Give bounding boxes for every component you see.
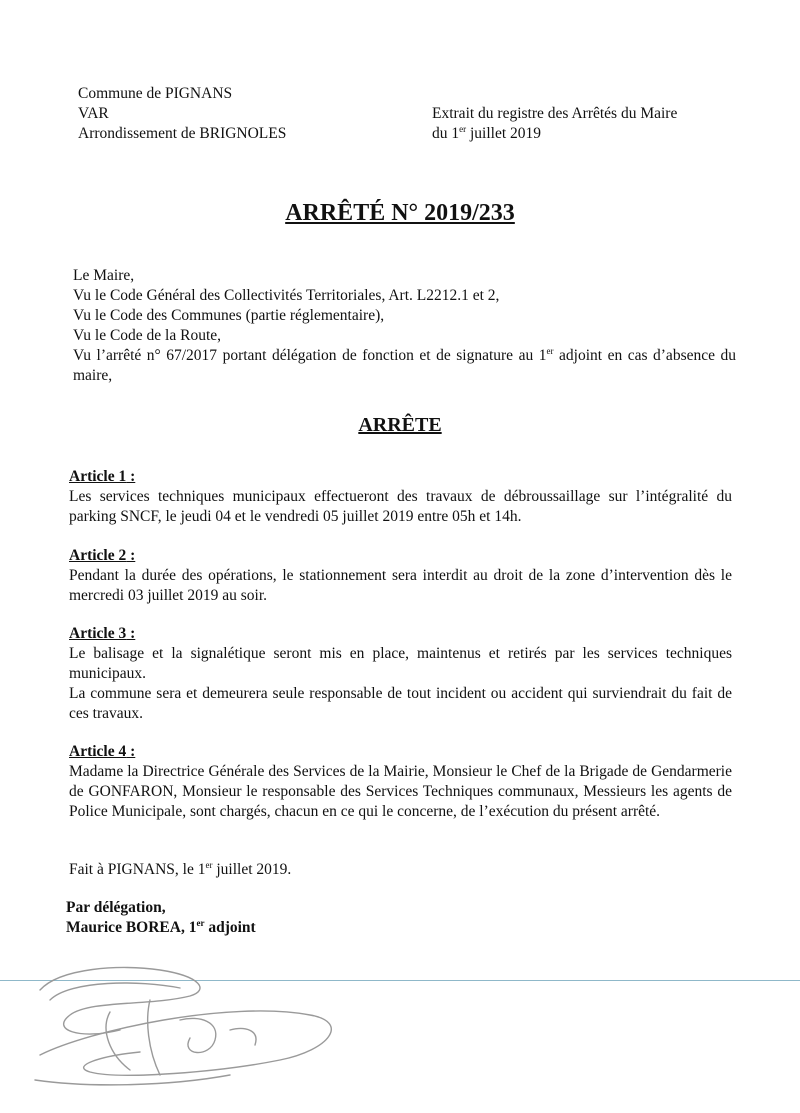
register-title: Extrait du registre des Arrêtés du Maire (432, 105, 678, 122)
decree-title: ARRÊTÉ N° 2019/233 (285, 200, 515, 226)
article-2 (69, 546, 732, 606)
handwritten-signature (30, 960, 360, 1100)
commune-name: Commune de PIGNANS (78, 85, 233, 102)
signatory-name: Maurice BOREA, 1er adjoint (66, 917, 256, 936)
preamble-line: Vu le Code Général des Collectivités Territoriales, Art. L2212.1 et 2, (73, 287, 500, 304)
article-4 (69, 742, 732, 822)
article-3 (69, 624, 732, 724)
preamble-line: Vu l’arrêté n° 67/2017 portant délégation de fonction et de signature au 1er adjoint en cas d’absence du maire, (73, 345, 737, 384)
place-and-date: Fait à PIGNANS, le 1er juillet 2019. (69, 859, 292, 878)
article-text: Les services techniques municipaux effectueront des travaux de débroussaillage sur l’intégralité du parking SNCF, le jeudi 04 et le vendredi 05 juillet 2019 entre 05h et 14h. (69, 488, 732, 525)
delegation-line: Par délégation, (66, 899, 166, 916)
preamble (73, 266, 736, 386)
article-text: Madame la Directrice Générale des Services de la Mairie, Monsieur le Chef de la Brigade de Gendarmerie de GONFARON, Monsieur le responsable des Services Techniques communaux, Messieurs les agents de Police Municipale, sont chargés, chacun en ce qui le concerne, de l’exécution du présent arrêté. (69, 763, 732, 820)
article-text: Pendant la durée des opérations, le stationnement sera interdit au droit de la zone d’intervention dès le mercredi 03 juillet 2019 au soir. (69, 567, 732, 604)
article-title: Article 4 : (69, 743, 136, 760)
article-title: Article 3 : (69, 625, 136, 642)
article-title: Article 1 : (69, 468, 136, 485)
register-extract-block (432, 104, 677, 144)
preamble-line: Vu le Code de la Route, (73, 327, 222, 344)
arrondissement-name: Arrondissement de BRIGNOLES (78, 125, 287, 142)
article-text: La commune sera et demeurera seule responsable de tout incident ou accident qui surviendrait du fait de ces travaux. (69, 685, 732, 722)
register-date: du 1er juillet 2019 (432, 123, 542, 142)
preamble-line: Vu le Code des Communes (partie réglementaire), (73, 307, 385, 324)
article-1 (69, 467, 732, 527)
article-text: Le balisage et la signalétique seront mis en place, maintenus et retirés par les services techniques municipaux. (69, 645, 732, 682)
signatory-block (66, 898, 256, 938)
preamble-line: Le Maire, (73, 267, 135, 284)
department-name: VAR (78, 105, 109, 122)
decree-heading: ARRÊTE (358, 414, 442, 436)
article-title: Article 2 : (69, 547, 136, 564)
issuer-block (78, 84, 286, 144)
